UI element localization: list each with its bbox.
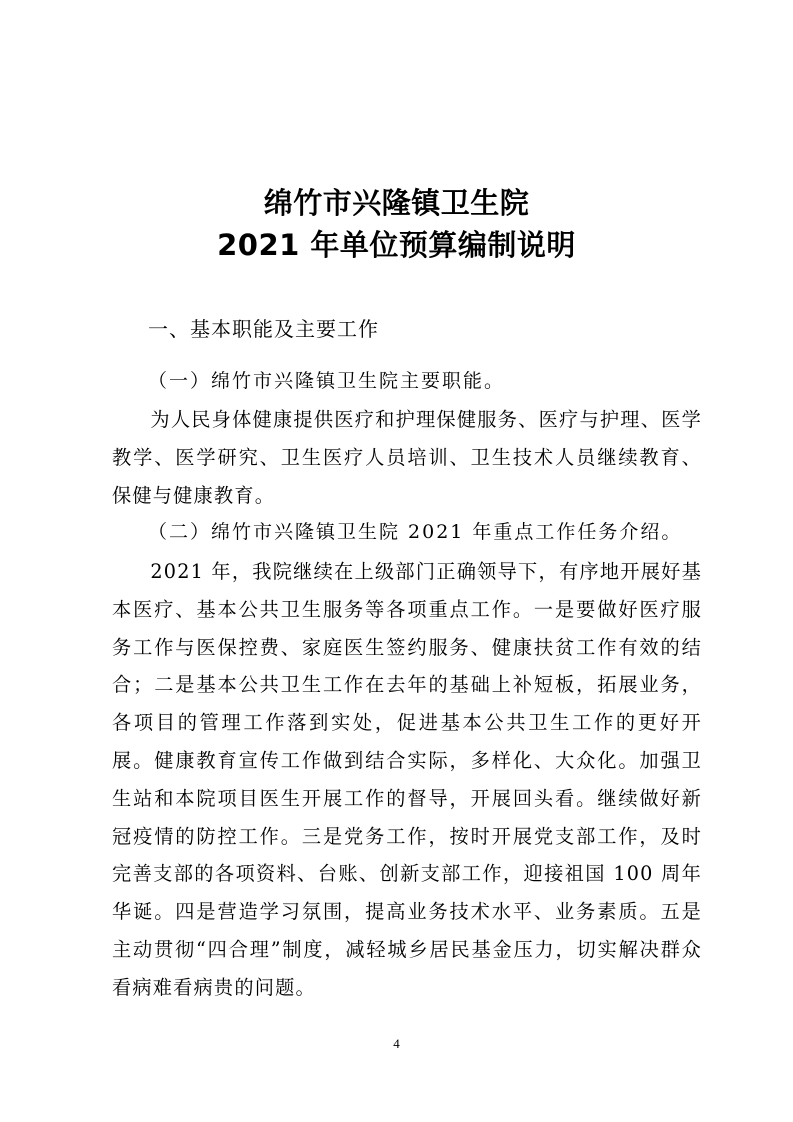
subsection-heading-key-tasks: （二）绵竹市兴隆镇卫生院 2021 年重点工作任务介绍。 bbox=[148, 521, 683, 543]
page-number: 4 bbox=[393, 1036, 400, 1051]
document-title-line2: 2021 年单位预算编制说明 bbox=[217, 228, 576, 262]
document-title-line1: 绵竹市兴隆镇卫生院 bbox=[263, 186, 530, 220]
subsection-heading-main-functions: （一）绵竹市兴隆镇卫生院主要职能。 bbox=[148, 370, 506, 392]
main-functions-paragraph: 为人民身体健康提供医疗和护理保健服务、医疗与护理、医学教学、医学研究、卫生医疗人员培训、卫生技术人员继续教育、保健与健康教育。 bbox=[112, 408, 702, 507]
key-tasks-paragraph: 2021 年，我院继续在上级部门正确领导下，有序地开展好基本医疗、基本公共卫生服务等各项重点工作。一是要做好医疗服务工作与医保控费、家庭医生签约服务、健康扶贫工作有效的结合；二是基本公共卫生工作在去年的基础上补短板，拓展业务，各项目的管理工作落到实处，促进基本公共卫生工作的更好开展。健康教育宣传工作做到结合实际，多样化、大众化。加强卫生站和本院项目医生开展工作的督导，开展回头看。继续做好新冠疫情的防控工作。三是党务工作，按时开展党支部工作，及时完善支部的各项资料、台账、创新支部工作，迎接祖国 100 周年华诞。四是营造学习氛围，提高业务技术水平、业务素质。五是主动贯彻“四合理”制度，减轻城乡居民基金压力，切实解决群众看病难看病贵的问题。 bbox=[112, 560, 702, 999]
section-heading-basic-functions: 一、基本职能及主要工作 bbox=[148, 317, 379, 341]
